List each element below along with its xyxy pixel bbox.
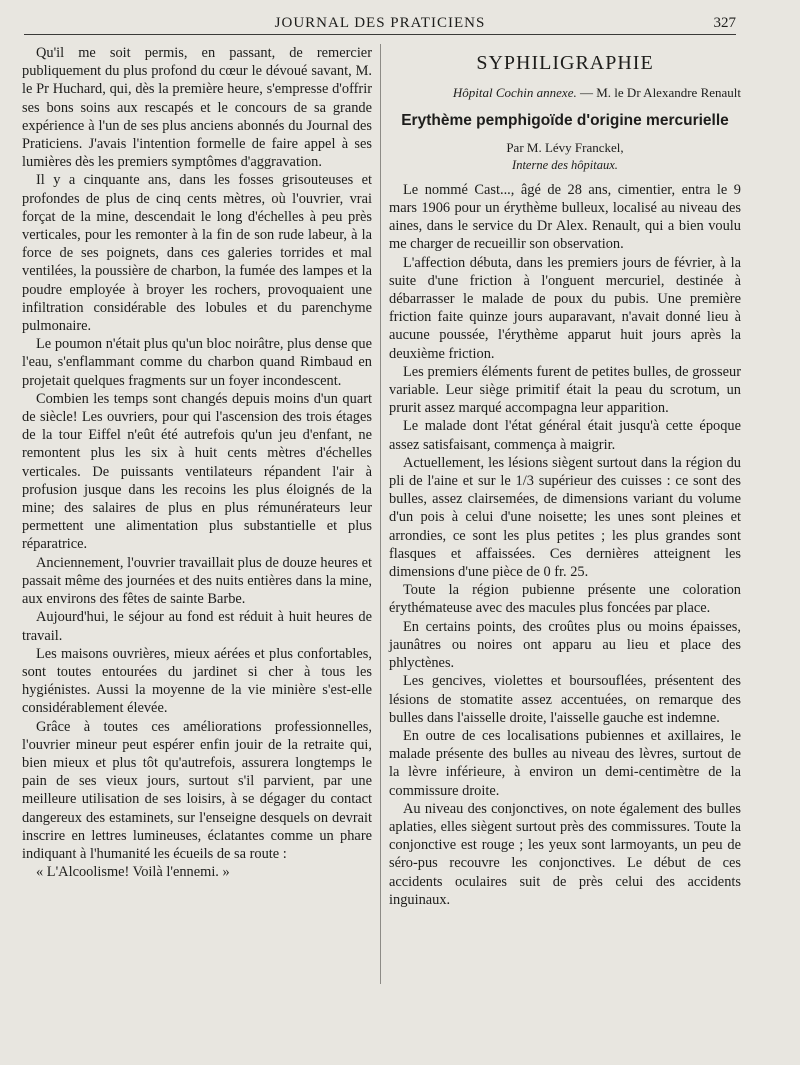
hospital-line [389,84,741,102]
paragraph: En outre de ces localisations pubiennes et axillaires, le malade présente des bulles au niveau des lèvres, surtout de la lèvre inférieure, à environ un demi-centimètre de la commissure droite. [389,727,741,799]
hospital-name: Hôpital Cochin annexe. [452,85,577,101]
paragraph: Grâce à toutes ces améliorations professionnelles, l'ouvrier mineur peut espérer enfin jouir de la retraite qui, bien mieux et plus tôt qu'autrefois, assurera longtemps le pain de ses vieux jours, surtout s'il parvient, par une meilleure utilisation de ses loisirs, à se dégager du contact dangereux des estaminets, sur l'enseigne desquels on devrait inscrire en lettres lumineuses, éclatantes comme un phare indiquant à l'humanité les écueils de sa route : [22,718,372,862]
paragraph: Le poumon n'était plus qu'un bloc noirâtre, plus dense que l'eau, s'enflammant comme du charbon quand Rimbaud en projetait quelques fragments sur un foyer incondescent. [22,336,372,389]
paragraph: Les premiers éléments furent de petites bulles, de grosseur variable. Leur siège primitif était la peau du scrotum, un prurit assez marqué accompagna leur apparition. [389,363,741,417]
paragraph: Toute la région pubienne présente une coloration érythémateuse avec des macules plus foncées par place. [389,582,741,617]
paragraph: Les maisons ouvrières, mieux aérées et plus confortables, sont toutes entourées du jardinet si cher à tous les hygiénistes. Aussi la moyenne de la vie minière s'est-elle considérablement élevée. [22,645,372,717]
closing-quote: « L'Alcoolisme! Voilà l'ennemi. » [36,864,230,881]
paragraph: Qu'il me soit permis, en passant, de remercier publiquement du plus profond du cœur le dévoué savant, M. le Pr Huchard, qui, dès la première heure, s'empresse d'offrir ses bons soins aux rescapés et le concours de sa grande expérience à l'un de ses plus anciens abonnés du Journal des Praticiens. J'avais l'intention formelle de faire appel à ses lumières dès les premiers symptômes d'aggravation. [22,45,372,171]
paragraph: Le malade dont l'état général était jusqu'à cette époque assez satisfaisant, commença à maigrir. [389,418,741,453]
running-head [24,12,736,35]
page-number: 327 [713,15,736,31]
paragraph: Il y a cinquante ans, dans les fosses grisouteuses et profondes de plus de cinq cents mètres, où l'ouvrier, vrai forçat de la mine, descendait le long d'échelles à peu près verticales, pour les remonter à la fin de son rude labeur, à la force de ses poignets, dans ces galeries torrides et mal ventilées, la poussière de charbon, la fumée des lampes et la poudre employée à broyer les rochers, provoquaient une infiltration considérable des lobules et du parenchyme pulmonaire. [22,172,372,335]
hospital-attending: — M. le Dr Alexandre Renault [579,85,741,101]
paragraph: Au niveau des conjonctives, on note également des bulles aplaties, elles siègent surtout près des commissures. Toute la conjonctive est rouge ; les yeux sont larmoyants, un peu de séro-pus recouvre les conjonctives. Le début de ces accidents oculaires suit de près celui des accidents inguinaux. [389,800,741,908]
right-column [389,44,741,909]
paragraph: L'affection débuta, dans les premiers jours de février, à la suite d'une friction à l'onguent mercuriel, destinée à débarrasser le malade de poux du pubis. Une première friction faite quinze jours auparavant, n'avait donné lieu à aucune poussée, l'érythème apparut huit jours après la deuxième friction. [389,254,741,362]
column-divider [380,44,381,984]
paragraph: Le nommé Cast..., âgé de 28 ans, cimentier, entra le 9 mars 1906 pour un érythème bulleux, localisé au niveau des aines, dans le service du Dr Alex. Renault, qui a bien voulu me charger de recueillir son observation. [389,181,741,253]
left-column [22,44,372,881]
paragraph: Anciennement, l'ouvrier travaillait plus de douze heures et passait même des journées et des nuits entières dans la mine, aux environs des fêtes de sainte Barbe. [22,554,372,608]
paragraph: Aujourd'hui, le séjour au fond est réduit à huit heures de travail. [22,609,372,644]
author-byline: Par M. Lévy Franckel, [506,139,624,155]
section-title: SYPHILIGRAPHIE [476,52,654,74]
author-role: Interne des hôpitaux. [512,157,618,172]
paragraph: Combien les temps sont changés depuis moins d'un quart de siècle! Les ouvriers, pour qui l'ascension des trois étages de la tour Eiffel n'eût été autrefois qu'un jeu d'enfant, ne remontent plus les six à huit cents mètres d'échelles verticales. De puissants ventilateurs répandent l'air à profusion jusque dans les recoins les plus éloignés de la mine; des salaires de plus en plus rémunérateurs leur permettent une alimentation plus substantielle et plus réparatrice. [22,390,372,553]
article-title: Erythème pemphigoïde d'origine mercurielle [401,112,729,130]
paragraph: Actuellement, les lésions siègent surtout dans la région du pli de l'aine et sur le 1/3 supérieur des cuisses : ce sont des bulles, assez clairsemées, de dimensions variant du volume d'un pois à celui d'une noisette; les unes sont pleines et arrondies, ce sont les plus petites ; les plus grandes sont flasques et affaissées. Ces dernières atteignent les dimensions d'une pièce de 0 fr. 25. [389,454,741,581]
paragraph: Les gencives, violettes et boursouflées, présentent des lésions de stomatite assez accentuées, on remarque des bulles dans l'aisselle droite, l'aisselle gauche est indemne. [389,673,741,726]
journal-title: JOURNAL DES PRATICIENS [274,15,486,31]
paragraph: En certains points, des croûtes plus ou moins épaisses, jaunâtres ou noires ont apparu au lieu et place des phlyctènes. [389,618,741,672]
